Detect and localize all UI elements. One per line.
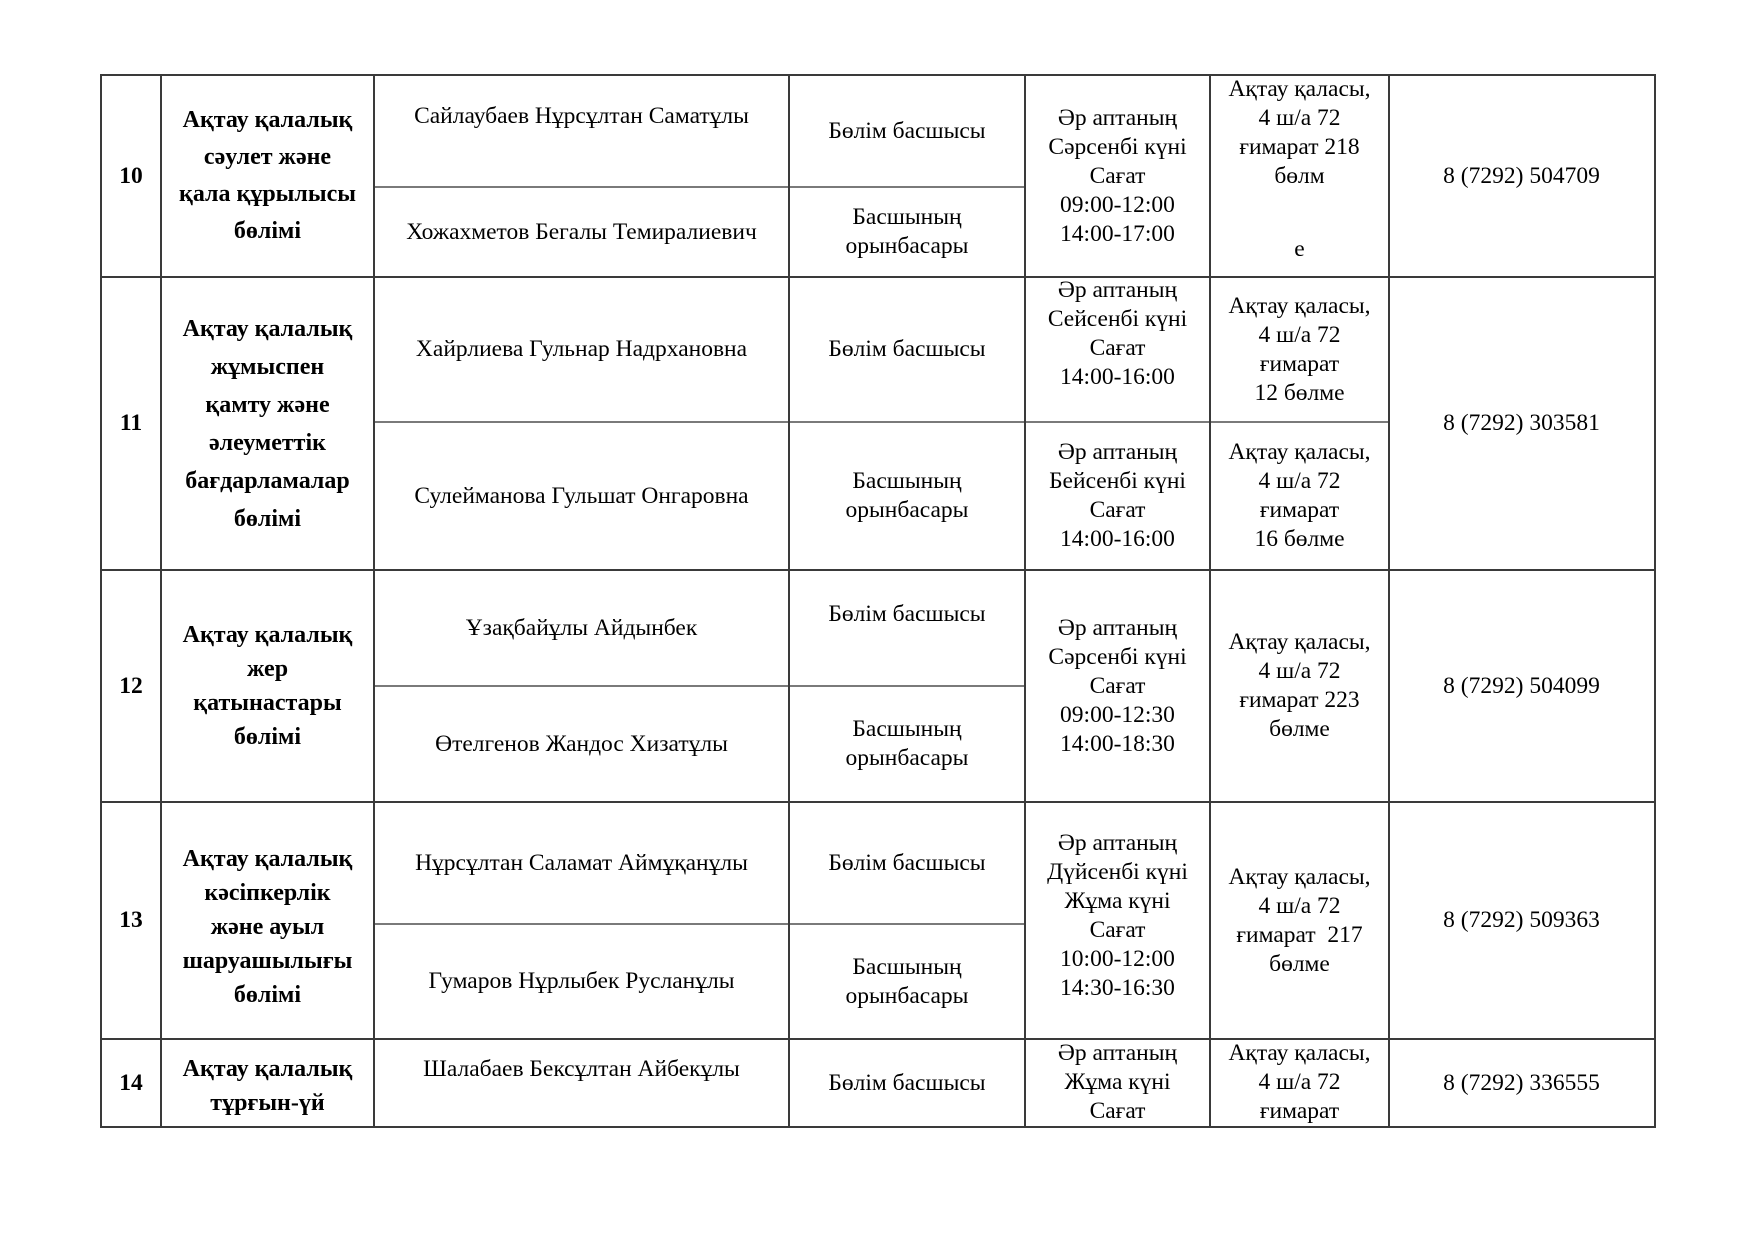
address-line: 4 ш/а 72 (1258, 658, 1341, 684)
department-line: және ауыл (210, 914, 325, 940)
department-line: Ақтау қалалық (182, 107, 353, 133)
row-number (101, 278, 161, 569)
staff-name-text: Ұзақбайұлы Айдынбек (465, 614, 698, 641)
staff-position (789, 687, 1025, 801)
schedule-line: Дүйсенбі күні (1047, 858, 1188, 885)
address-line: 4 ш/а 72 (1258, 1069, 1341, 1095)
staff-position (789, 600, 1025, 680)
address (1210, 803, 1389, 1038)
phone (1389, 1040, 1654, 1126)
address-line: бөлме (1269, 716, 1330, 742)
schedule-line: 10:00-12:00 (1060, 945, 1175, 972)
address-line: 4 ш/а 72 (1258, 105, 1341, 131)
phone-text: 8 (7292) 336555 (1443, 1069, 1600, 1096)
schedule-line: Әр аптаның (1057, 1040, 1178, 1066)
reception-schedule (1025, 571, 1210, 801)
schedule-line: Бейсенбі күні (1049, 468, 1186, 494)
reception-schedule (1025, 1039, 1210, 1125)
address (1210, 278, 1389, 421)
address-line: ғимарат (1259, 1098, 1340, 1124)
schedule-line: Әр аптаның (1057, 614, 1178, 641)
staff-name (374, 102, 789, 182)
staff-position (789, 278, 1025, 421)
reception-schedule (1025, 276, 1210, 419)
department-line: әлеуметтік (209, 429, 326, 456)
schedule-line: Жұма күні (1064, 1069, 1171, 1095)
staff-position (789, 423, 1025, 569)
department-line: жұмыспен (210, 353, 325, 380)
schedule-line: 14:30-16:30 (1060, 974, 1175, 1001)
address-line: Ақтау қаласы, (1228, 292, 1371, 319)
schedule-line: 14:00-16:00 (1060, 526, 1175, 552)
phone-text: 8 (7292) 504099 (1443, 672, 1600, 699)
schedule-line: Сәрсенбі күні (1048, 643, 1187, 670)
department-name (161, 76, 374, 276)
address-line: ғимарат (1259, 497, 1340, 523)
address-line: ғимарат 217 (1236, 921, 1363, 948)
schedule-line: Сағат (1089, 672, 1146, 699)
position-text: орынбасары (845, 233, 969, 259)
phone-text: 8 (7292) 303581 (1443, 410, 1600, 436)
staff-position (789, 925, 1025, 1038)
address-line: Ақтау қаласы, (1228, 76, 1371, 102)
phone (1389, 803, 1654, 1038)
staff-name-text: Хайрлиева Гульнар Надрхановна (415, 336, 748, 362)
address-line: 16 бөлме (1254, 526, 1345, 552)
address (1210, 1039, 1389, 1125)
address-line: 12 бөлме (1254, 379, 1345, 406)
phone (1389, 76, 1654, 276)
position-text: Бөлім басшысы (828, 336, 986, 362)
department-line: бөлімі (233, 724, 302, 750)
schedule-line: Сағат (1089, 1098, 1146, 1124)
schedule-line: 09:00-12:00 (1060, 191, 1175, 218)
schedule-line: Әр аптаның (1057, 104, 1178, 131)
schedule-line: Сағат (1089, 335, 1146, 361)
address (1210, 571, 1389, 801)
department-line: Ақтау қалалық (182, 1056, 353, 1082)
staff-name (374, 687, 789, 801)
address (1210, 423, 1389, 569)
staff-name (374, 423, 789, 569)
table-border-bottom (101, 1126, 1656, 1128)
row-number-text: 11 (119, 410, 143, 436)
department-line: қамту және (205, 391, 330, 418)
row-number (101, 803, 161, 1038)
row-number-text: 13 (119, 907, 143, 933)
row-number-text: 14 (119, 1069, 143, 1096)
department-line: бөлімі (233, 218, 302, 244)
staff-name (374, 1055, 789, 1115)
staff-name-text: Хожахметов Бегалы Темиралиевич (406, 218, 757, 245)
department-line: сәулет және (203, 144, 332, 170)
schedule-line: Әр аптаның (1057, 439, 1178, 465)
department-name (161, 571, 374, 801)
staff-name-text: Өтелгенов Жандос Хизатұлы (435, 730, 728, 757)
staff-name-text: Шалабаев Бексұлтан Айбекұлы (423, 1056, 740, 1082)
department-line: кәсіпкерлік (204, 880, 331, 906)
address-line: 4 ш/а 72 (1258, 468, 1341, 494)
staff-position (789, 803, 1025, 923)
phone-text: 8 (7292) 504709 (1443, 162, 1600, 189)
row-number-text: 10 (119, 162, 143, 189)
schedule-line: 14:00-16:00 (1060, 364, 1175, 390)
address-line: Ақтау қаласы, (1228, 629, 1371, 655)
schedule-line: Әр аптаның (1057, 829, 1178, 856)
department-line: Ақтау қалалық (182, 315, 353, 342)
position-text: Басшының (852, 716, 962, 742)
address-line: 4 ш/а 72 (1258, 321, 1341, 348)
department-line: бөлімі (233, 505, 302, 532)
department-line: жер (246, 656, 289, 682)
row-number (101, 1040, 161, 1126)
position-text: Бөлім басшысы (828, 849, 986, 876)
position-text: Басшының (852, 953, 962, 980)
department-line: Ақтау қалалық (182, 622, 353, 648)
address-line: ғимарат 223 (1239, 687, 1360, 713)
schedule-line: Сейсенбі күні (1047, 306, 1188, 332)
reception-schedule (1025, 803, 1210, 1028)
address-line: Ақтау қаласы, (1228, 863, 1371, 890)
position-text: орынбасары (845, 745, 969, 771)
staff-name (374, 571, 789, 685)
staff-position (789, 1040, 1025, 1126)
address-line: 4 ш/а 72 (1258, 892, 1341, 919)
row-number-text: 12 (119, 672, 143, 699)
schedule-line: Сағат (1089, 497, 1146, 523)
department-line: Ақтау қалалық (182, 846, 353, 872)
schedule-line: 09:00-12:30 (1060, 701, 1175, 728)
address-line: е (1294, 236, 1305, 262)
department-line: шаруашылығы (182, 948, 353, 974)
position-text: Бөлім басшысы (828, 601, 986, 627)
table-border-right (1654, 74, 1656, 1128)
staff-name-text: Гумаров Нұрлыбек Русланұлы (428, 968, 735, 994)
schedule-line: Жұма күні (1064, 887, 1171, 914)
department-name (161, 842, 374, 1032)
schedule-line: Сағат (1089, 162, 1146, 189)
position-text: Басшының (852, 204, 962, 230)
position-text: орынбасары (845, 497, 969, 523)
staff-name-text: Сайлаубаев Нұрсұлтан Саматұлы (414, 103, 749, 129)
schedule-line: 14:00-17:00 (1060, 220, 1175, 247)
staff-name (374, 278, 789, 421)
department-line: бөлімі (233, 982, 302, 1008)
staff-name (374, 188, 789, 276)
position-text: Бөлім басшысы (828, 1069, 986, 1096)
position-text: Басшының (852, 468, 962, 494)
staff-position (789, 188, 1025, 276)
row-number (101, 76, 161, 276)
address (1210, 75, 1389, 275)
department-line: қатынастары (193, 690, 342, 716)
department-line: тұрғын-үй (210, 1090, 325, 1116)
schedule-line: 14:00-18:30 (1060, 730, 1175, 757)
address-line: бөлме (1269, 950, 1330, 977)
phone (1389, 278, 1654, 569)
department-name (161, 278, 374, 569)
reception-schedule (1025, 76, 1210, 276)
schedule-line: Әр аптаның (1057, 277, 1178, 303)
staff-name-text: Нұрсұлтан Саламат Аймұқанұлы (415, 849, 748, 876)
address-line: бөлм (1274, 163, 1325, 189)
address-line: ғимарат (1259, 350, 1340, 377)
schedule-line: Сағат (1089, 916, 1146, 943)
phone-text: 8 (7292) 509363 (1443, 907, 1600, 933)
staff-name-text: Сулейманова Гульшат Онгаровна (414, 482, 749, 509)
schedule-line: Сәрсенбі күні (1048, 133, 1187, 160)
address-line: Ақтау қаласы, (1228, 1040, 1371, 1066)
phone (1389, 571, 1654, 801)
position-text: Бөлім басшысы (828, 117, 986, 144)
row-number (101, 571, 161, 801)
department-line: қала құрылысы (178, 181, 356, 207)
address-line: Ақтау қаласы, (1228, 439, 1371, 465)
department-name (161, 1052, 374, 1126)
department-line: бағдарламалар (185, 467, 350, 494)
address-line: ғимарат 218 (1239, 134, 1360, 160)
staff-position (789, 76, 1025, 186)
reception-schedule (1025, 423, 1210, 569)
position-text: орынбасары (845, 982, 969, 1009)
staff-name (374, 803, 789, 923)
staff-name (374, 925, 789, 1038)
